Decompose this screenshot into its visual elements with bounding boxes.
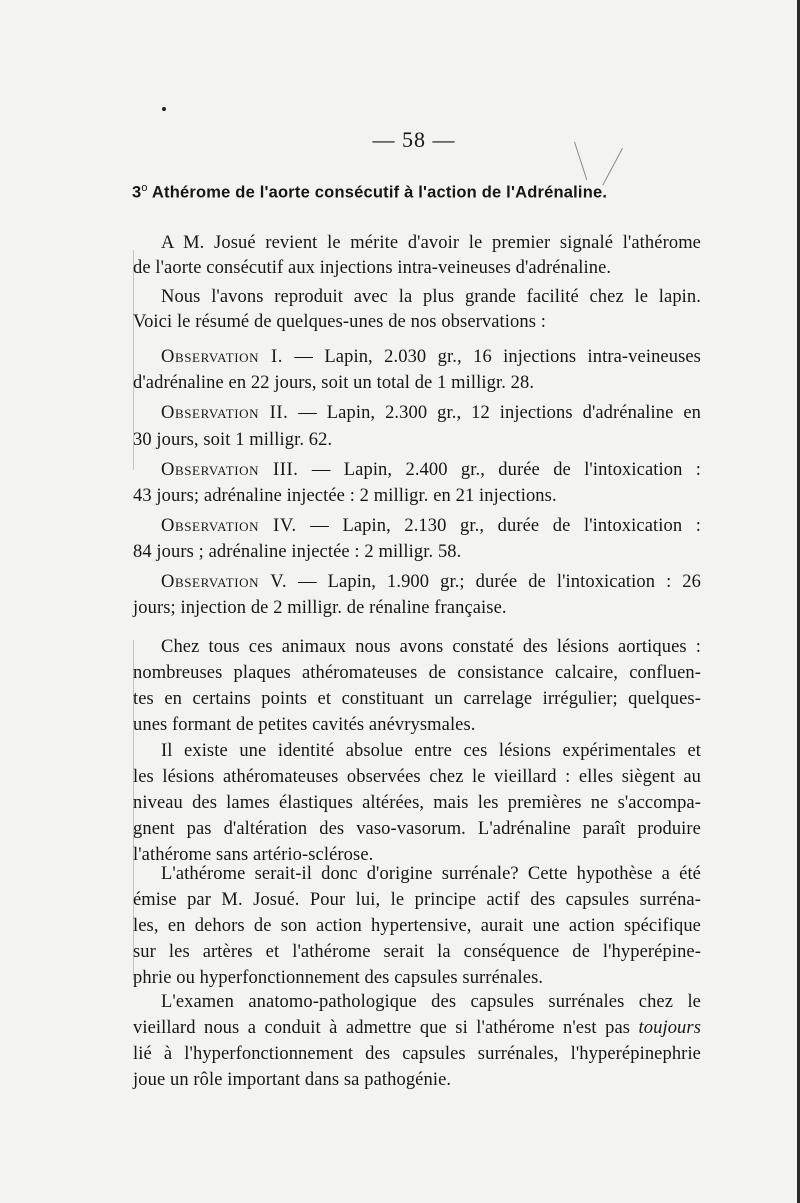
- page-number: — 58 —: [372, 127, 456, 152]
- paragraph-line: émise par M. Josué. Pour lui, le principe actif des capsules surréna-: [133, 890, 701, 910]
- pencil-stroke: [602, 148, 623, 186]
- observation-line: 30 jours, soit 1 milligr. 62.: [133, 430, 333, 450]
- observation-text: — Lapin, 1.900 gr.; durée de l'intoxication : 26: [298, 572, 701, 592]
- paragraph-line: joue un rôle important dans sa pathogénie.: [133, 1070, 452, 1090]
- paragraph-line: les lésions athéromateuses observées chez le vieillard : elles siègent au: [133, 767, 701, 787]
- heading-ordinal: o: [141, 182, 148, 194]
- observation-line: d'adrénaline en 22 jours, soit un total de 1 milligr. 28.: [133, 373, 535, 393]
- observation-label: Observation IV.: [161, 516, 297, 536]
- heading-number: 3: [132, 183, 142, 202]
- observation-line: [161, 570, 701, 594]
- paragraph-line: niveau des lames élastiques altérées, mais les premières ne s'accompa-: [133, 793, 701, 813]
- observation-label: Observation III.: [161, 460, 299, 480]
- paragraph-line: les, en dehors de son action hypertensive, aurait une action spécifique: [133, 916, 701, 936]
- observation-text: — Lapin, 2.130 gr., durée de l'intoxication :: [310, 516, 701, 536]
- observation-line: 84 jours ; adrénaline injectée : 2 milligr. 58.: [133, 542, 462, 562]
- paragraph-text: vieillard nous a conduit à admettre que si l'athérome n'est pas: [133, 1018, 631, 1038]
- observation-text: — Lapin, 2.400 gr., durée de l'intoxication :: [311, 460, 702, 480]
- observation-line: 43 jours; adrénaline injectée : 2 milligr. en 21 injections.: [133, 486, 557, 506]
- paragraph-line: lié à l'hyperfonctionnement des capsules surrénales, l'hyperépinephrie: [133, 1044, 701, 1064]
- paragraph-line: l'athérome sans artério-sclérose.: [133, 845, 374, 865]
- paragraph-line: phrie ou hyperfonctionnement des capsules surrénales.: [133, 968, 544, 988]
- paragraph-line: Nous l'avons reproduit avec la plus grande facilité chez le lapin.: [161, 287, 701, 307]
- paragraph-line: Chez tous ces animaux nous avons constaté des lésions aortiques :: [161, 637, 701, 657]
- observation-line: jours; injection de 2 milligr. de rénaline française.: [133, 598, 507, 618]
- paragraph-line: A M. Josué revient le mérite d'avoir le premier signalé l'athérome: [161, 233, 701, 253]
- paragraph-line: L'examen anatomo-pathologique des capsules surrénales chez le: [161, 992, 701, 1012]
- observation-text: — Lapin, 2.300 gr., 12 injections d'adrénaline en: [298, 403, 701, 423]
- paragraph-line: Il existe une identité absolue entre ces lésions expérimentales et: [161, 741, 701, 761]
- paragraph-line: sur les artères et l'athérome serait la conséquence de l'hyperépine-: [133, 942, 701, 962]
- paragraph-line: L'athérome serait-il donc d'origine surrénale? Cette hypothèse a été: [161, 864, 701, 884]
- paragraph-line: Voici le résumé de quelques-unes de nos observations :: [133, 312, 546, 332]
- ink-speck: [162, 107, 166, 111]
- observation-label: Observation II.: [161, 403, 289, 423]
- paragraph-line: nombreuses plaques athéromateuses de consistance calcaire, confluen-: [133, 663, 701, 683]
- observation-line: [161, 401, 701, 425]
- observation-label: Observation V.: [161, 572, 288, 592]
- paragraph-line: de l'aorte consécutif aux injections intra-veineuses d'adrénaline.: [133, 258, 612, 278]
- paragraph-line: gnent pas d'altération des vaso-vasorum. L'adrénaline paraît produire: [133, 819, 701, 839]
- heading-text: Athérome de l'aorte consécutif à l'action de l'Adrénaline.: [151, 183, 608, 202]
- section-heading: [132, 182, 607, 203]
- paragraph-line: unes formant de petites cavités anévrysmales.: [133, 715, 476, 735]
- observation-text: — Lapin, 2.030 gr., 16 injections intra-veineuses: [294, 347, 701, 367]
- paragraph-line: tes en certains points et constituant un carrelage irrégulier; quelques-: [133, 689, 701, 709]
- observation-line: [161, 345, 701, 369]
- observation-line: [161, 514, 701, 538]
- observation-line: [161, 458, 701, 482]
- paragraph-line: [133, 1016, 701, 1040]
- observation-label: Observation I.: [161, 347, 284, 367]
- emphasis-text: toujours: [638, 1018, 701, 1038]
